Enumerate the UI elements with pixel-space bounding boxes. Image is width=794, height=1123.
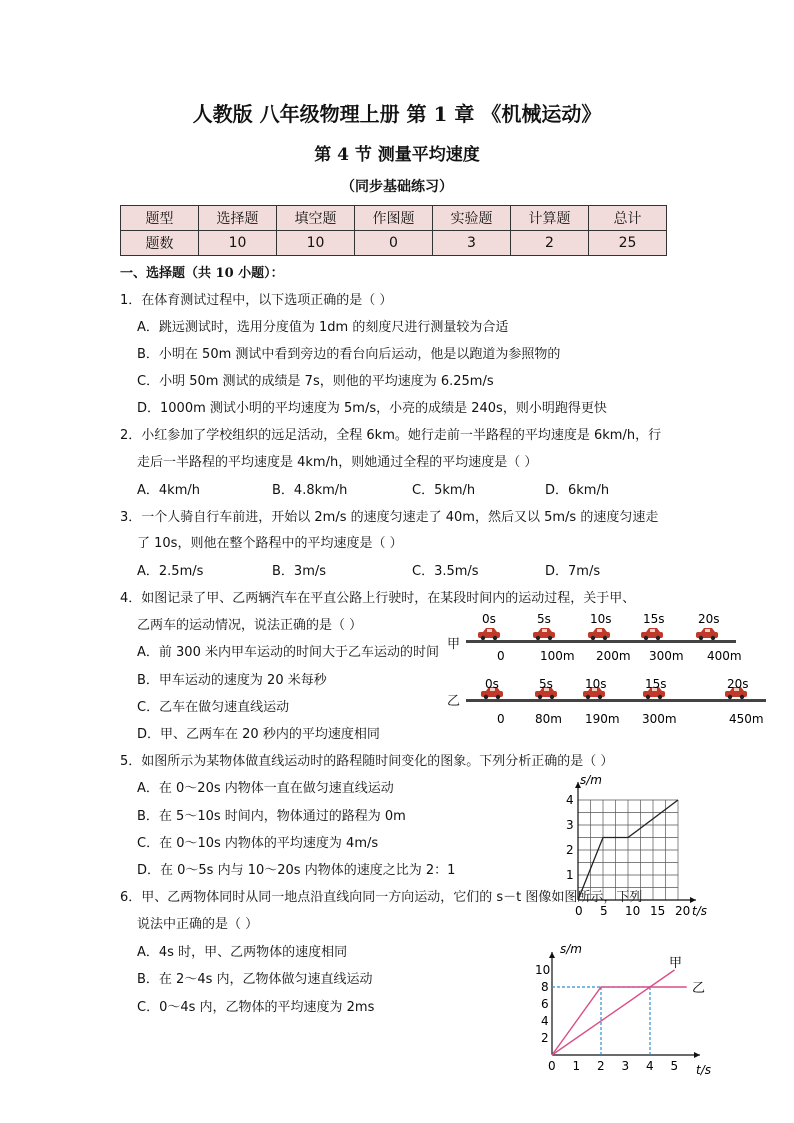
q6-stem-line2: 说法中正确的是（ ） (137, 917, 259, 932)
q6-option-b: B．在 2～4s 内，乙物体做匀速直线运动 (137, 972, 373, 987)
time-label: 15s (645, 677, 667, 691)
x-tick-label: 10 (625, 904, 641, 918)
series-line (552, 970, 675, 1055)
q1-stem: 1．在体育测试过程中，以下选项正确的是（ ） (120, 293, 393, 308)
q5-option-b: B．在 5～10s 时间内，物体通过的路程为 0m (137, 809, 406, 824)
chart-grid (578, 800, 678, 900)
table-header-cell: 作图题 (355, 206, 433, 231)
q3-option-d: D．7m/s (545, 564, 601, 579)
time-label: 0s (485, 677, 499, 691)
section-heading: 一、选择题（共 10 小题）： (120, 266, 284, 281)
time-label: 20s (727, 677, 749, 691)
q5-option-c: C．在 0～10s 内物体的平均速度为 4m/s (137, 836, 379, 851)
q3-stem-line2: 了 10s，则他在整个路程中的平均速度是（ ） (137, 536, 403, 551)
car-icon (478, 628, 500, 640)
x-tick-label: 0 (548, 1059, 556, 1073)
table-row-label: 题数 (121, 231, 199, 256)
distance-label: 200m (596, 649, 631, 663)
x-tick-label: 5 (670, 1059, 679, 1073)
y-tick-label: 2 (566, 843, 574, 857)
q4-option-a: A．前 300 米内甲车运动的时间大于乙车运动的时间 (137, 645, 439, 660)
y-tick-label: 2 (541, 1031, 549, 1045)
x-tick-label: 1 (572, 1059, 581, 1073)
distance-label: 300m (642, 712, 677, 726)
table-header-cell: 选择题 (199, 206, 277, 231)
distance-label: 300m (649, 649, 684, 663)
road-b (466, 699, 766, 702)
x-axis-label: t/s (696, 1063, 711, 1077)
table-header-cell: 填空题 (277, 206, 355, 231)
chart-series (552, 970, 687, 1055)
table-row (121, 231, 667, 256)
question-summary-table (120, 205, 667, 256)
x-axis-label: t/s (692, 904, 707, 918)
table-cell: 10 (199, 231, 277, 256)
x-tick-label: 15 (650, 904, 666, 918)
table-header-cell: 实验题 (433, 206, 511, 231)
car-icon (696, 628, 718, 640)
q3-option-b: B．3m/s (272, 564, 327, 579)
q1-option-c: C．小明 50m 测试的成绩是 7s，则他的平均速度为 6.25m/s (137, 374, 494, 389)
car-b-row (481, 687, 747, 699)
q1-option-d: D．1000m 测试小明的平均速度为 5m/s，小亮的成绩是 240s，则小明跑得更快 (137, 401, 607, 416)
q2-option-d: D．6km/h (545, 483, 610, 498)
distance-label: 0 (497, 712, 505, 726)
q2-option-b: B．4.8km/h (272, 483, 348, 498)
q3-stem-line1: 3．一个人骑自行车前进，开始以 2m/s 的速度匀速走了 40m，然后又以 5m/s 的速度匀速走 (120, 510, 659, 525)
q2-stem-line1: 2．小红参加了学校组织的远足活动，全程 6km。她行走前一半路程的平均速度是 6km/h，行 (120, 428, 662, 443)
table-header-row (121, 206, 667, 231)
car-icon (588, 628, 610, 640)
x-tick-label: 0 (575, 904, 583, 918)
time-label: 20s (698, 612, 720, 626)
x-tick-label: 20 (675, 904, 691, 918)
q3-option-a: A．2.5m/s (137, 564, 204, 579)
y-tick-label: 3 (566, 818, 574, 832)
section-subtitle: 第 4 节 测量平均速度 (314, 145, 480, 165)
y-axis-label: s/m (580, 773, 602, 787)
y-tick-label: 4 (566, 793, 574, 807)
q4-option-b: B．甲车运动的速度为 20 米每秒 (137, 673, 327, 688)
distance-label: 400m (707, 649, 742, 663)
distance-label: 0 (497, 649, 505, 663)
distance-label: 100m (540, 649, 575, 663)
q4-stem-line2: 乙两车的运动情况，说法正确的是（ ） (137, 618, 363, 633)
y-tick-label: 1 (566, 868, 574, 882)
q1-option-a: A．跳远测试时，选用分度值为 1dm 的刻度尺进行测量较为合适 (137, 320, 509, 335)
x-tick-label: 5 (600, 904, 608, 918)
q3-option-c: C．3.5m/s (412, 564, 479, 579)
x-tick-label: 4 (646, 1059, 654, 1073)
time-label: 10s (585, 677, 607, 691)
y-tick-label: 8 (541, 980, 549, 994)
q6-option-a: A．4s 时，甲、乙两物体的速度相同 (137, 945, 348, 960)
practice-note: （同步基础练习） (341, 179, 453, 195)
car-motion-figure (444, 612, 774, 732)
q2-option-a: A．4km/h (137, 483, 200, 498)
y-tick-label: 6 (541, 997, 549, 1011)
q2-stem-line2: 走后一半路程的平均速度是 4km/h，则她通过全程的平均速度是（ ） (137, 455, 538, 470)
q4-stem-line1: 4．如图记录了甲、乙两辆汽车在平直公路上行驶时，在某段时间内的运动过程，关于甲、 (120, 591, 636, 606)
q5-stem: 5．如图所示为某物体做直线运动时的路程随时间变化的图象。下列分析正确的是（ ） (120, 754, 614, 769)
distance-label: 80m (535, 712, 562, 726)
q4-option-c: C．乙车在做匀速直线运动 (137, 700, 290, 715)
q5-st-graph (552, 770, 722, 922)
distance-label: 450m (729, 712, 764, 726)
table-header-cell: 计算题 (511, 206, 589, 231)
page-title: 人教版 八年级物理上册 第 1 章 《机械运动》 (192, 102, 602, 126)
road-a (466, 640, 736, 643)
table-header-cell: 总计 (589, 206, 667, 231)
series-label-yi: 乙 (692, 981, 706, 996)
time-label: 5s (539, 677, 553, 691)
table-cell: 0 (355, 231, 433, 256)
series-label-jia: 甲 (669, 956, 683, 971)
y-tick-label: 10 (535, 963, 551, 977)
chart-tick-labels (535, 963, 678, 1073)
x-axis-arrow (694, 1052, 700, 1058)
time-label: 10s (590, 612, 612, 626)
q1-option-b: B．小明在 50m 测试中看到旁边的看台向后运动，他是以跑道为参照物的 (137, 347, 561, 362)
q6-stem-line1: 6．甲、乙两物体同时从同一地点沿直线向同一方向运动，它们的 s－t 图像如图所示，下列 (120, 890, 643, 905)
table-header-cell: 题型 (121, 206, 199, 231)
table-cell: 25 (589, 231, 667, 256)
car-icon (533, 628, 555, 640)
table-cell: 10 (277, 231, 355, 256)
y-axis-arrow (549, 952, 555, 958)
distance-label: 190m (585, 712, 620, 726)
car-b-label: 乙 (447, 694, 461, 709)
time-label: 5s (537, 612, 551, 626)
y-axis-label: s/m (560, 942, 582, 956)
car-a-label: 甲 (447, 637, 461, 652)
q2-option-c: C．5km/h (412, 483, 476, 498)
car-a-row (478, 628, 718, 640)
series-line (552, 987, 687, 1055)
time-label: 0s (482, 612, 496, 626)
x-axis-arrow (690, 897, 696, 903)
q6-option-c: C．0～4s 内，乙物体的平均速度为 2ms (137, 1000, 375, 1015)
x-tick-label: 2 (597, 1059, 605, 1073)
time-label: 15s (643, 612, 665, 626)
x-tick-label: 3 (621, 1059, 630, 1073)
q4-option-d: D．甲、乙两车在 20 秒内的平均速度相同 (137, 727, 380, 742)
q5-option-d: D．在 0～5s 内与 10～20s 内物体的速度之比为 2：1 (137, 863, 456, 878)
table-cell: 3 (433, 231, 511, 256)
q6-st-graph (528, 940, 728, 1080)
y-tick-label: 4 (541, 1014, 549, 1028)
table-cell: 2 (511, 231, 589, 256)
car-icon (641, 628, 663, 640)
q5-option-a: A．在 0～20s 内物体一直在做匀速直线运动 (137, 781, 394, 796)
